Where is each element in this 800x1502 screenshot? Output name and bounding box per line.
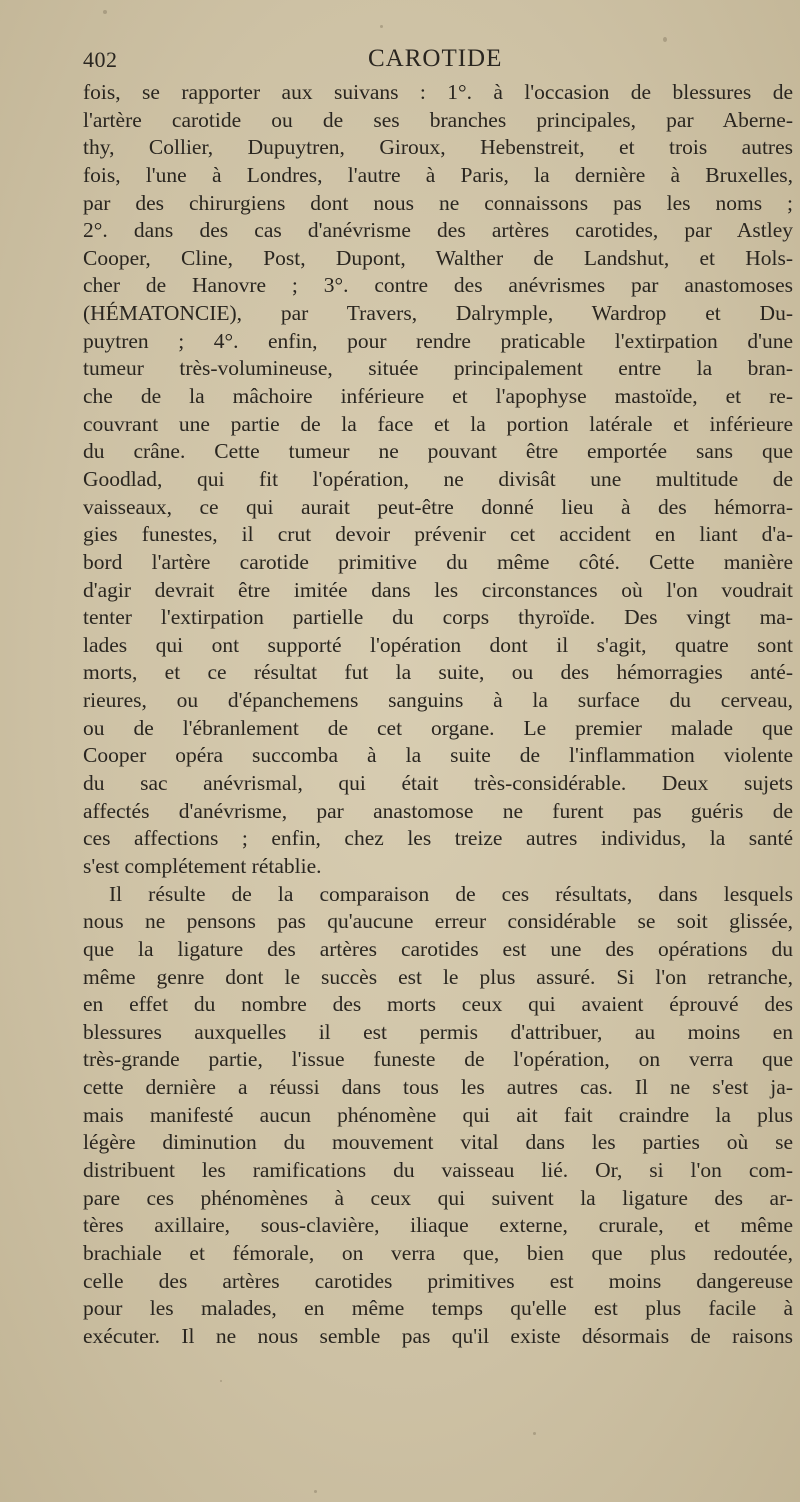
text-line: en effet du nombre des morts ceux qui avaient éprouvé des (83, 992, 793, 1017)
text-line: même genre dont le succès est le plus assuré. Si l'on retranche, (83, 964, 793, 989)
text-line: cher de Hanovre ; 3°. contre des anévrismes par anastomoses (83, 273, 793, 298)
text-line: (HÉMATONCIE), par Travers, Dalrymple, Wardrop et Du- (83, 301, 793, 326)
paper-speck (533, 1432, 536, 1435)
text-line: ou de l'ébranlement de cet organe. Le premier malade que (83, 715, 793, 740)
text-line: du sac anévrismal, qui était très-considérable. Deux sujets (83, 771, 793, 796)
text-line: lades qui ont supporté l'opération dont il s'agit, quatre sont (83, 632, 793, 657)
text-line: Cooper, Cline, Post, Dupont, Walther de Landshut, et Hols- (83, 245, 793, 270)
text-line: che de la mâchoire inférieure et l'apophyse mastoïde, et re- (83, 384, 793, 409)
paper-speck (220, 1380, 222, 1382)
running-head: CAROTIDE (368, 45, 503, 72)
text-line: distribuent les ramifications du vaisseau lié. Or, si l'on com- (83, 1157, 793, 1182)
text-line: du crâne. Cette tumeur ne pouvant être emportée sans que (83, 439, 793, 464)
text-line: 2°. dans des cas d'anévrisme des artères carotides, par Astley (83, 218, 793, 243)
paper-speck (663, 37, 667, 42)
text-line: nous ne pensons pas qu'aucune erreur considérable se soit glissée, (83, 909, 793, 934)
paper-speck (103, 10, 107, 14)
text-line: légère diminution du mouvement vital dans les parties où se (83, 1130, 793, 1155)
paragraph-start-line: Il résulte de la comparaison de ces résultats, dans lesquels (109, 881, 793, 906)
text-line: pour les malades, en même temps qu'elle est plus facile à (83, 1296, 793, 1321)
text-line: puytren ; 4°. enfin, pour rendre praticable l'extirpation d'une (83, 328, 793, 353)
text-line: par des chirurgiens dont nous ne connaissons pas les noms ; (83, 190, 793, 215)
text-line: fois, se rapporter aux suivans : 1°. à l'occasion de blessures de (83, 80, 793, 104)
text-line: Goodlad, qui fit l'opération, ne divisât une multitude de (83, 466, 793, 491)
text-line: brachiale et fémorale, on verra que, bien que plus redoutée, (83, 1240, 793, 1265)
text-line: tères axillaire, sous-clavière, iliaque externe, crurale, et même (83, 1213, 793, 1238)
text-line: exécuter. Il ne nous semble pas qu'il existe désormais de raisons (83, 1323, 793, 1348)
text-line: cette dernière a réussi dans tous les autres cas. Il ne s'est ja- (83, 1075, 793, 1100)
paragraph-end-line: s'est complétement rétablie. (83, 853, 322, 878)
body-text (83, 79, 793, 1350)
text-line: l'artère carotide ou de ses branches principales, par Aberne- (83, 107, 793, 132)
text-line: mais manifesté aucun phénomène qui ait fait craindre la plus (83, 1102, 793, 1127)
text-line: couvrant une partie de la face et la portion latérale et inférieure (83, 411, 793, 436)
text-line: celle des artères carotides primitives est moins dangereuse (83, 1268, 793, 1293)
text-line: affectés d'anévrisme, par anastomose ne furent pas guéris de (83, 798, 793, 823)
text-line: d'agir devrait être imitée dans les circonstances où l'on voudrait (83, 577, 793, 602)
text-line: Cooper opéra succomba à la suite de l'inflammation violente (83, 743, 793, 768)
text-line: morts, et ce résultat fut la suite, ou des hémorragies anté- (83, 660, 793, 685)
text-line: bord l'artère carotide primitive du même côté. Cette manière (83, 549, 793, 574)
text-line: tumeur très-volumineuse, située principalement entre la bran- (83, 356, 793, 381)
text-line: fois, l'une à Londres, l'autre à Paris, la dernière à Bruxelles, (83, 162, 793, 187)
text-line: très-grande partie, l'issue funeste de l'opération, on verra que (83, 1047, 793, 1072)
text-line: que la ligature des artères carotides est une des opérations du (83, 936, 793, 961)
text-line: blessures auxquelles il est permis d'attribuer, au moins en (83, 1019, 793, 1044)
text-line: gies funestes, il crut devoir prévenir cet accident en liant d'a- (83, 522, 793, 547)
paper-speck (380, 25, 383, 28)
text-line: vaisseaux, ce qui aurait peut-être donné lieu à des hémorra- (83, 494, 793, 519)
page-number: 402 (83, 47, 118, 72)
text-line: pare ces phénomènes à ceux qui suivent la ligature des ar- (83, 1185, 793, 1210)
text-line: ces affections ; enfin, chez les treize autres individus, la santé (83, 826, 793, 851)
text-line: tenter l'extirpation partielle du corps thyroïde. Des vingt ma- (83, 605, 793, 630)
text-line: thy, Collier, Dupuytren, Giroux, Hebenstreit, et trois autres (83, 135, 793, 160)
paper-speck (314, 1490, 317, 1493)
text-line: rieures, ou d'épanchemens sanguins à la surface du cerveau, (83, 688, 793, 713)
